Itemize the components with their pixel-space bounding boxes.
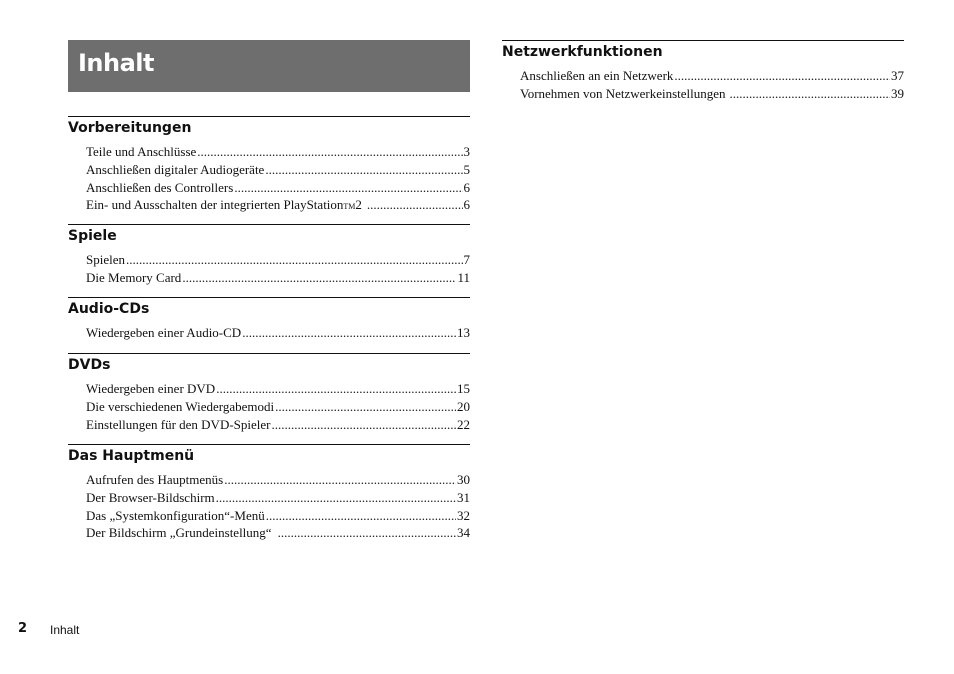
section-heading: Audio-CDs: [68, 301, 150, 317]
section-divider: [68, 224, 470, 225]
section-heading: Vorbereitungen: [68, 120, 192, 136]
page-number: 2: [18, 621, 28, 636]
section-heading: DVDs: [68, 357, 111, 373]
toc-leader-dots: [367, 196, 463, 214]
toc-leader-dots: [197, 143, 462, 161]
toc-entry-label: Wiedergeben einer DVD: [86, 381, 216, 396]
section-divider: [68, 116, 470, 117]
toc-entry-page: 15: [457, 381, 470, 396]
toc-entry[interactable]: [68, 507, 470, 525]
toc-entry-label: Anschließen an ein Netzwerk: [520, 68, 674, 83]
toc-entry-label: Teile und Anschlüsse: [86, 144, 197, 159]
toc-entry-page: 6: [463, 197, 470, 213]
toc-entry-page: 34: [457, 525, 470, 541]
toc-entry[interactable]: [502, 67, 904, 85]
toc-entry-page: 20: [457, 398, 470, 414]
toc-entry-page: 5: [463, 161, 470, 177]
toc-entry[interactable]: [68, 524, 470, 542]
section-divider: [502, 40, 904, 41]
toc-leader-dots: [182, 269, 456, 287]
toc-leader-dots: [674, 67, 890, 85]
toc-entry[interactable]: [68, 416, 470, 434]
toc-entry-page: 13: [457, 325, 470, 340]
toc-leader-dots: [242, 324, 456, 342]
toc-entry[interactable]: [68, 251, 470, 269]
toc-entry-page: 11: [457, 269, 470, 285]
toc-leader-dots: [216, 489, 456, 507]
toc-entry[interactable]: [68, 489, 470, 507]
footer-section-label: Inhalt: [50, 623, 80, 637]
page-title: Inhalt: [78, 49, 154, 77]
toc-leader-dots: [265, 161, 462, 179]
toc-entry[interactable]: [68, 161, 470, 179]
toc-entry-label: Anschließen des Controllers: [86, 179, 234, 195]
toc-entry[interactable]: [68, 380, 470, 398]
toc-entry-page: 6: [463, 179, 470, 195]
toc-entry-label: Das „Systemkonfiguration“-Menü: [86, 507, 265, 523]
toc-entry-page: 31: [457, 489, 470, 505]
toc-entry-label: Der Browser-Bildschirm: [86, 489, 215, 505]
toc-entry-page: 37: [891, 68, 904, 83]
toc-entry-label: Spielen: [86, 252, 125, 267]
section-heading: Das Hauptmenü: [68, 448, 195, 464]
toc-leader-dots: [275, 398, 456, 416]
page-title-banner: [68, 40, 470, 92]
toc-entry-label: Aufrufen des Hauptmenüs: [86, 472, 224, 487]
toc-entry[interactable]: [68, 324, 470, 342]
section-dvds: [68, 353, 470, 433]
toc-entry-page: 3: [463, 144, 470, 159]
toc-entry-label: Einstellungen für den DVD-Spieler: [86, 416, 271, 432]
toc-entry[interactable]: [68, 269, 470, 287]
toc-leader-dots: [216, 380, 456, 398]
section-divider: [68, 444, 470, 445]
toc-entry-page: 22: [457, 416, 470, 432]
toc-entry[interactable]: [68, 196, 470, 216]
section-vorbereitungen: [68, 116, 470, 216]
toc-leader-dots: [266, 507, 456, 525]
toc-entry-page: 30: [457, 472, 470, 487]
section-heading: Netzwerkfunktionen: [502, 44, 663, 60]
toc-entry[interactable]: [68, 471, 470, 489]
toc-entry-label: Die Memory Card: [86, 269, 182, 285]
toc-leader-dots: [278, 524, 456, 542]
toc-entry-page: 39: [891, 85, 904, 101]
toc-entry-page: 7: [463, 252, 470, 267]
trademark-mark: TM: [343, 202, 356, 212]
toc-entry[interactable]: [68, 179, 470, 197]
section-heading: Spiele: [68, 228, 117, 244]
section-hauptmenue: [68, 444, 470, 542]
toc-leader-dots: [126, 251, 463, 269]
toc-entry-label: Die verschiedenen Wiedergabemodi: [86, 398, 275, 414]
toc-entry-label: Ein- und Ausschalten der integrierten PlayStation: [86, 197, 344, 213]
section-audio-cds: [68, 297, 470, 342]
section-spiele: [68, 224, 470, 287]
toc-leader-dots: [224, 471, 456, 489]
toc-entry[interactable]: [502, 85, 904, 103]
section-divider: [68, 353, 470, 354]
toc-entry-label-suffix: 2: [355, 197, 362, 213]
toc-entry[interactable]: [68, 143, 470, 161]
toc-entry[interactable]: [68, 398, 470, 416]
toc-entry-label: Anschließen digitaler Audiogeräte: [86, 161, 265, 177]
toc-leader-dots: [234, 179, 462, 197]
toc-leader-dots: [730, 85, 890, 103]
toc-entry-label: Der Bildschirm „Grundeinstellung“: [86, 525, 272, 541]
toc-entry-page: 32: [457, 507, 470, 523]
toc-entry-label: Vornehmen von Netzwerkeinstellungen: [520, 85, 726, 101]
toc-entry-label: Wiedergeben einer Audio-CD: [86, 325, 242, 340]
toc-leader-dots: [271, 416, 456, 434]
toc-entry-label-group: [86, 196, 362, 216]
section-netzwerk: [502, 40, 904, 103]
section-divider: [68, 297, 470, 298]
